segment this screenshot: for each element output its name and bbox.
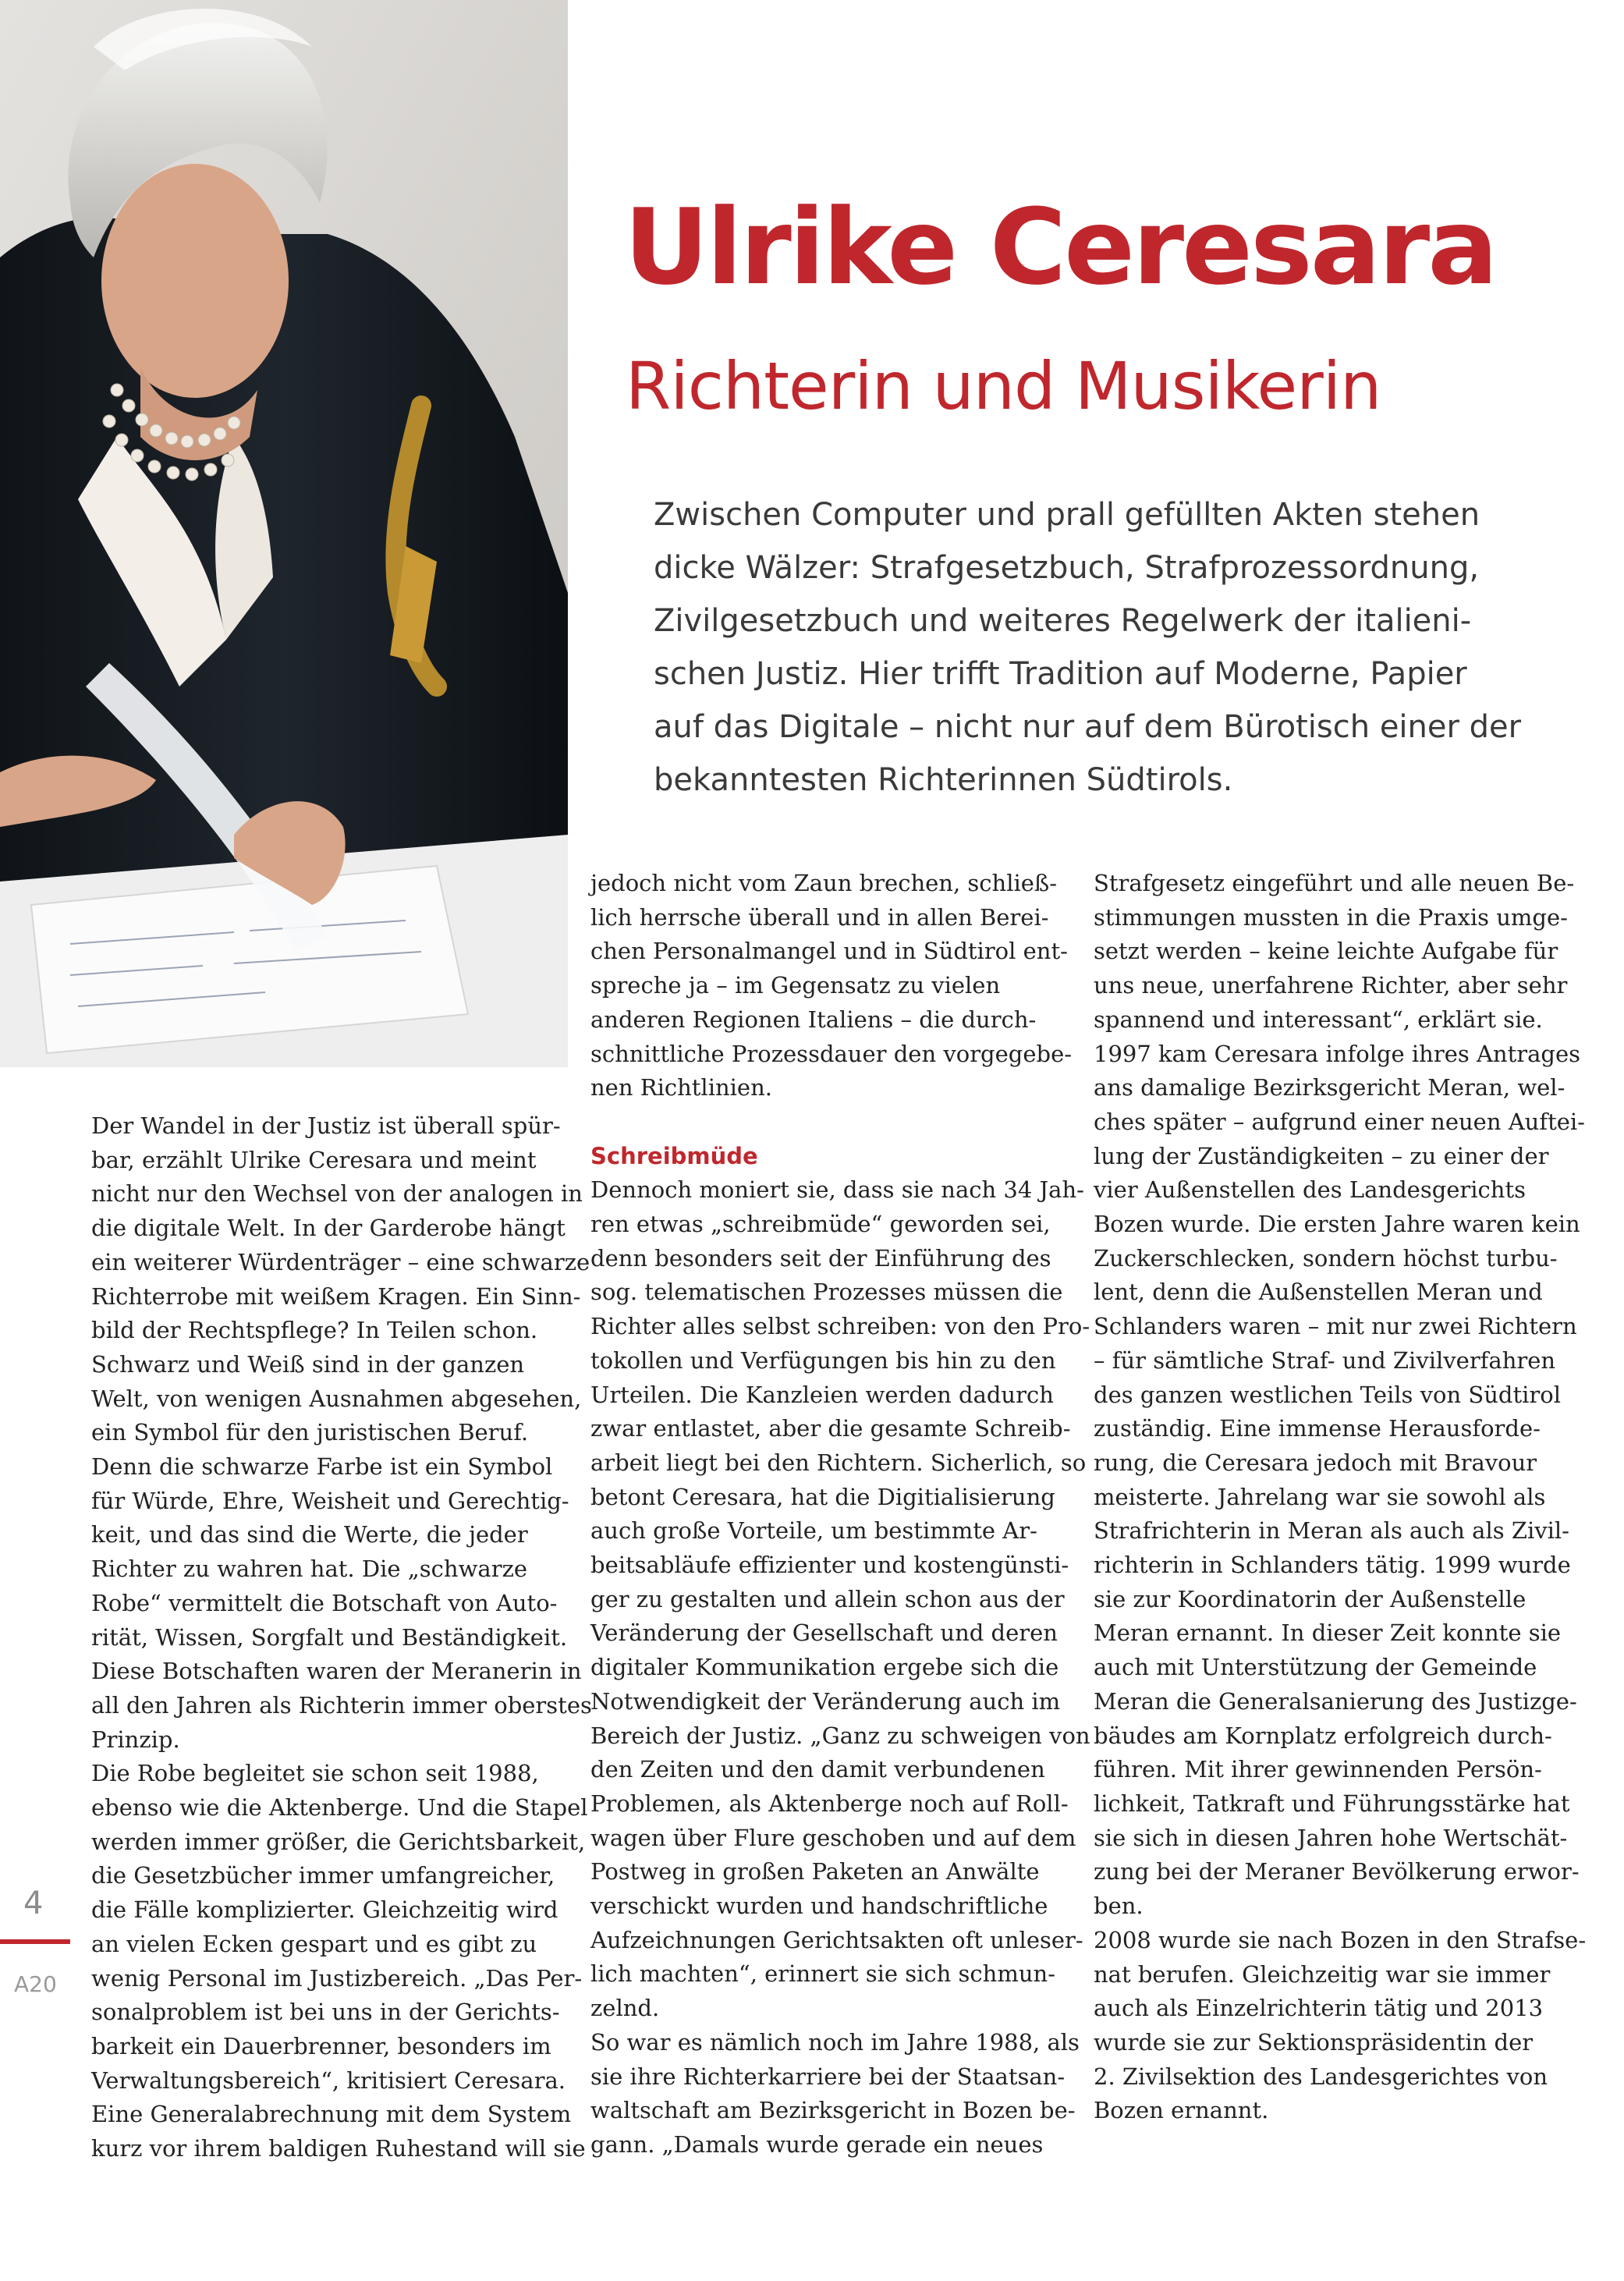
body-line: die digitale Welt. In der Garderobe hängt [91, 1215, 566, 1242]
body-line: – für sämtliche Straf- und Zivilverfahren [1094, 1346, 1556, 1374]
body-line: ger zu gestalten und allein schon aus der [590, 1585, 1065, 1612]
body-line: ches später – aufgrund einer neuen Auftei- [1094, 1108, 1585, 1135]
intro-line: bekanntesten Richterinnen Südtirols. [654, 762, 1233, 798]
body-line: rität, Wissen, Sorgfalt und Beständigkeit. [91, 1623, 568, 1651]
body-line: anderen Regionen Italiens – die durch- [590, 1006, 1037, 1033]
body-line: Robe“ vermittelt die Botschaft von Auto- [91, 1589, 558, 1616]
body-line: gann. „Damals wurde gerade ein neues [590, 2131, 1044, 2158]
body-line: Bozen ernannt. [1094, 2097, 1269, 2124]
body-line: Aufzeichnungen Gerichtsakten oft unleser- [590, 1926, 1083, 1953]
body-line: sonalproblem ist bei uns in der Gerichts- [91, 1999, 560, 2026]
body-line: Schwarz und Weiß sind in der ganzen [91, 1350, 525, 1378]
body-line: zwar entlastet, aber die gesamte Schreib- [590, 1415, 1071, 1442]
article-title: Ulrike Ceresara [624, 186, 1496, 308]
body-line: Bereich der Justiz. „Ganz zu schweigen von [590, 1722, 1090, 1749]
text-column-1 [91, 1109, 592, 2166]
body-line: bar, erzählt Ulrike Ceresara und meint [91, 1146, 537, 1173]
body-line: nen Richtlinien. [590, 1074, 772, 1101]
body-line: beitsabläufe effizienter und kostengünsti- [590, 1552, 1069, 1579]
body-line: keit, und das sind die Werte, die jeder [91, 1521, 528, 1548]
body-line: tokollen und Verfügungen bis hin zu den [590, 1346, 1056, 1374]
body-line: denn besonders seit der Einführung des [590, 1244, 1051, 1272]
body-line: sie sich in diesen Jahren hohe Wertschät- [1094, 1824, 1568, 1851]
body-line: sie ihre Richterkarriere bei der Staatsan- [590, 2063, 1066, 2090]
page-number-rule [0, 1939, 70, 1944]
body-line: lung der Zuständigkeiten – zu einer der [1094, 1142, 1549, 1169]
body-line: 2008 wurde sie nach Bozen in den Strafse- [1094, 1926, 1587, 1953]
intro-line: dicke Wälzer: Strafgesetzbuch, Strafprozessordnung, [654, 550, 1480, 586]
body-line: arbeit liegt bei den Richtern. Sicherlich, so [590, 1449, 1087, 1476]
body-line: Denn die schwarze Farbe ist ein Symbol [91, 1453, 553, 1481]
body-line: ebenso wie die Aktenberge. Und die Stapel [91, 1794, 588, 1822]
intro-line: Zwischen Computer und prall gefüllten Akten stehen [654, 497, 1480, 533]
body-line: die Gesetzbücher immer umfangreicher, [91, 1862, 555, 1889]
body-line: wagen über Flure geschoben und auf dem [590, 1824, 1076, 1851]
intro-line: auf das Digitale – nicht nur auf dem Bürotisch einer der [654, 709, 1522, 745]
body-line: Diese Botschaften waren der Meranerin in [91, 1658, 582, 1685]
body-line: werden immer größer, die Gerichtsbarkeit, [91, 1828, 586, 1855]
body-line: So war es nämlich noch im Jahre 1988, als [590, 2028, 1080, 2056]
issue-code: A20 [14, 1971, 57, 1997]
body-line: Notwendigkeit der Veränderung auch im [590, 1687, 1061, 1715]
body-line: Zuckerschlecken, sondern höchst turbu- [1094, 1244, 1558, 1272]
portrait-photo [0, 0, 568, 1067]
body-line: Urteilen. Die Kanzleien werden dadurch [590, 1381, 1054, 1408]
body-line: wenig Personal im Justizbereich. „Das Per- [91, 1964, 583, 1992]
body-line: meisterte. Jahrelang war sie sowohl als [1094, 1483, 1546, 1510]
body-line: lich machten“, erinnert sie sich schmun- [590, 1960, 1055, 1988]
body-line: lichkeit, Tatkraft und Führungsstärke hat [1094, 1790, 1570, 1817]
intro-paragraph [654, 488, 1574, 807]
body-line: den Zeiten und den damit verbundenen [590, 1756, 1045, 1783]
body-line: nicht nur den Wechsel von der analogen in [91, 1180, 583, 1208]
body-line: Strafrichterin in Meran als auch als Zivil- [1094, 1517, 1569, 1545]
body-line: zuständig. Eine immense Herausforde- [1094, 1415, 1541, 1442]
intro-line: Zivilgesetzbuch und weiteres Regelwerk der italieni- [654, 603, 1472, 639]
body-line: Dennoch moniert sie, dass sie nach 34 Jah- [590, 1176, 1084, 1204]
body-line: ans damalige Bezirksgericht Meran, wel- [1094, 1074, 1565, 1101]
section-heading: Schreibmüde [590, 1142, 758, 1169]
body-line: auch große Vorteile, um bestimmte Ar- [590, 1517, 1037, 1545]
body-line: setzt werden – keine leichte Aufgabe für [1094, 938, 1558, 965]
body-line: 1997 kam Ceresara infolge ihres Antrages [1094, 1040, 1580, 1067]
body-line: führen. Mit ihrer gewinnenden Persön- [1094, 1756, 1542, 1783]
body-line: betont Ceresara, hat die Digitialisierung [590, 1483, 1055, 1510]
body-line: ein weiterer Würdenträger – eine schwarze [91, 1248, 590, 1275]
article-subtitle: Richterin und Musikerin [626, 348, 1381, 424]
body-line: auch als Einzelrichterin tätig und 2013 [1094, 1995, 1544, 2022]
body-line: rung, die Ceresara jedoch mit Bravour [1094, 1449, 1537, 1476]
body-line: waltschaft am Bezirksgericht in Bozen be- [590, 2097, 1076, 2124]
body-line: Eine Generalabrechnung mit dem System [91, 2101, 572, 2128]
body-line: lent, denn die Außenstellen Meran und [1094, 1279, 1543, 1306]
body-line: ein Symbol für den juristischen Beruf. [91, 1419, 529, 1446]
body-line: zelnd. [590, 1995, 660, 2022]
body-line: all den Jahren als Richterin immer oberstes [91, 1691, 592, 1719]
body-line: Veränderung der Gesellschaft und deren [590, 1619, 1058, 1647]
body-line: Welt, von wenigen Ausnahmen abgesehen, [91, 1385, 582, 1412]
body-line: Richter zu wahren hat. Die „schwarze [91, 1556, 528, 1583]
body-line: sog. telematischen Prozesses müssen die [590, 1279, 1063, 1306]
body-line: die Fälle komplizierter. Gleichzeitig wird [91, 1896, 558, 1924]
body-line: für Würde, Ehre, Weisheit und Gerechtig- [91, 1487, 569, 1514]
judge-portrait-illustration [0, 0, 568, 1067]
paragraph-gap [590, 1105, 1058, 1140]
body-line: schnittliche Prozessdauer den vorgegebe- [590, 1040, 1073, 1067]
body-line: zung bei der Meraner Bevölkerung erwor- [1094, 1858, 1580, 1885]
body-line: Meran die Generalsanierung des Justizge- [1094, 1687, 1577, 1715]
body-line: ben. [1094, 1893, 1144, 1920]
body-line: Prinzip. [91, 1726, 180, 1753]
body-line: Meran ernannt. In dieser Zeit konnte sie [1094, 1619, 1562, 1647]
intro-line: schen Justiz. Hier trifft Tradition auf Moderne, Papier [654, 656, 1467, 692]
body-line: spreche ja – im Gegensatz zu vielen [590, 972, 1001, 999]
body-line: spannend und interessant“, erklärt sie. [1094, 1006, 1543, 1033]
body-line: barkeit ein Dauerbrenner, besonders im [91, 2032, 551, 2059]
body-line: Postweg in großen Paketen an Anwälte [590, 1858, 1040, 1885]
body-line: Die Robe begleitet sie schon seit 1988, [91, 1760, 539, 1787]
body-line: Richter alles selbst schreiben: von den Pro- [590, 1313, 1090, 1340]
body-line: stimmungen mussten in die Praxis umge- [1094, 903, 1568, 931]
page-number: 4 [23, 1885, 44, 1921]
text-column-3 [1094, 867, 1587, 2128]
body-line: 2. Zivilsektion des Landesgerichtes von [1094, 2063, 1548, 2090]
body-line: verschickt wurden und handschriftliche [590, 1893, 1048, 1920]
body-line: Schlanders waren – mit nur zwei Richtern [1094, 1313, 1577, 1340]
body-line: bäudes am Kornplatz erfolgreich durch- [1094, 1722, 1552, 1749]
body-line: vier Außenstellen des Landesgerichts [1094, 1176, 1526, 1204]
body-line: auch mit Unterstützung der Gemeinde [1094, 1654, 1537, 1681]
body-line: lich herrsche überall und in allen Berei- [590, 903, 1049, 931]
body-line: Der Wandel in der Justiz ist überall spür- [91, 1112, 561, 1139]
body-line: chen Personalmangel und in Südtirol ent- [590, 938, 1068, 965]
body-line: sie zur Koordinatorin der Außenstelle [1094, 1585, 1526, 1612]
body-line: an vielen Ecken gespart und es gibt zu [91, 1930, 537, 1957]
body-line: digitaler Kommunikation ergebe sich die [590, 1654, 1059, 1681]
body-line: bild der Rechtspflege? In Teilen schon. [91, 1317, 538, 1344]
text-column-2 [590, 867, 1090, 2162]
body-line: nat berufen. Gleichzeitig war sie immer [1094, 1960, 1551, 1988]
body-line: kurz vor ihrem baldigen Ruhestand will sie [91, 2135, 586, 2162]
body-line: Verwaltungsbereich“, kritisiert Ceresara. [91, 2066, 566, 2094]
body-line: Bozen wurde. Die ersten Jahre waren kein [1094, 1211, 1580, 1238]
body-line: richterin in Schlanders tätig. 1999 wurde [1094, 1552, 1571, 1579]
body-line: Richterrobe mit weißem Kragen. Ein Sinn- [91, 1282, 581, 1310]
body-line: ren etwas „schreibmüde“ geworden sei, [590, 1211, 1051, 1238]
body-line: des ganzen westlichen Teils von Südtirol [1094, 1381, 1562, 1408]
body-line: wurde sie zur Sektionspräsidentin der [1094, 2028, 1534, 2056]
body-line: jedoch nicht vom Zaun brechen, schließ- [590, 870, 1058, 896]
body-line: Strafgesetz eingeführt und alle neuen Be- [1094, 870, 1575, 896]
body-line: uns neue, unerfahrene Richter, aber sehr [1094, 972, 1568, 999]
body-line: Problemen, als Aktenberge noch auf Roll- [590, 1790, 1069, 1817]
